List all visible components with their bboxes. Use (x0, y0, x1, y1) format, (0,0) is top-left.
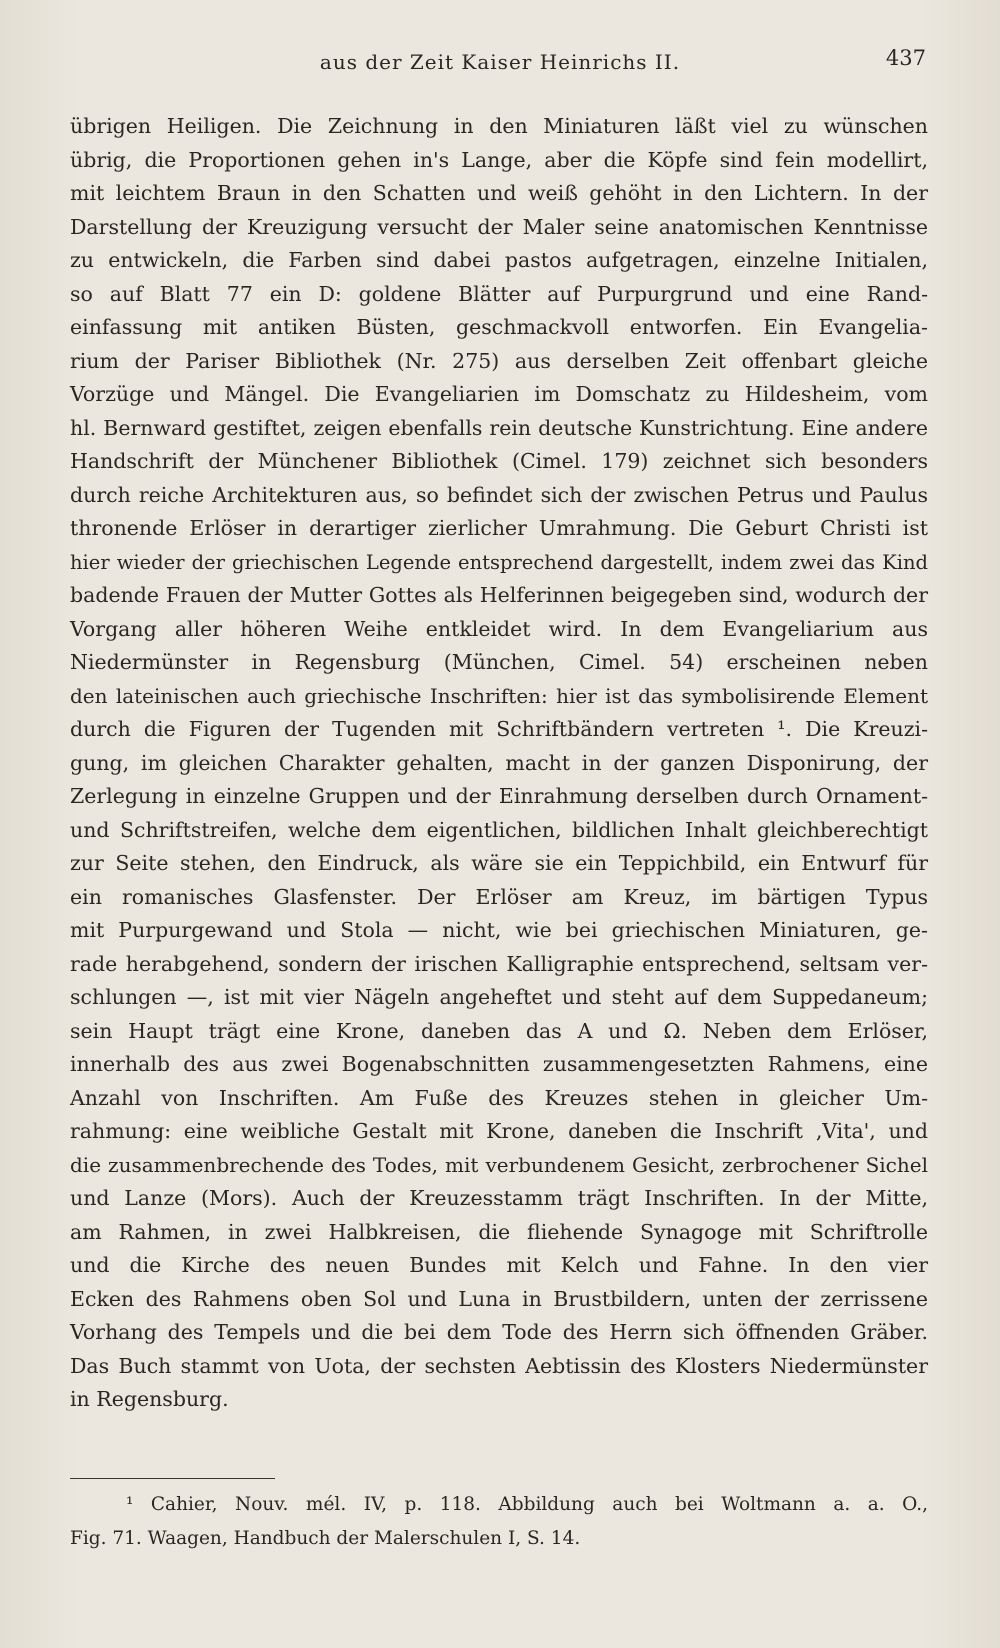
text-line: die zusammenbrechende des Todes, mit verbundenem Gesicht, zerbrochener Sichel (70, 1152, 928, 1177)
text-line: hl. Bernward gestiftet, zeigen ebenfalls rein deutsche Kunstrichtung. Eine andere (70, 415, 928, 440)
text-line: übrig, die Proportionen gehen in's Lange, aber die Köpfe sind fein modellirt, (70, 147, 928, 172)
footnotes (70, 1488, 928, 1556)
text-line: rahmung: eine weibliche Gestalt mit Krone, daneben die Inschrift ‚Vita', und (70, 1119, 928, 1143)
text-line: zu entwickeln, die Farben sind dabei pastos aufgetragen, einzelne Initialen, (70, 248, 928, 272)
running-title: aus der Zeit Kaiser Heinrichs II. (319, 50, 681, 74)
text-line: übrigen Heiligen. Die Zeichnung in den Miniaturen läßt viel zu wünschen (70, 114, 928, 138)
page-number: 437 (885, 46, 926, 70)
text-line: in Regensburg. (70, 1387, 229, 1411)
text-line: Ecken des Rahmens oben Sol und Luna in Brustbildern, unten der zerrissene (70, 1286, 928, 1311)
text-line: und Lanze (Mors). Auch der Kreuzesstamm trägt Inschriften. In der Mitte, (70, 1186, 928, 1210)
text-line: rium der Pariser Bibliothek (Nr. 275) aus derselben Zeit offenbart gleiche (70, 348, 928, 373)
text-line: einfassung mit antiken Büsten, geschmackvoll entworfen. Ein Evangelia- (70, 315, 928, 339)
text-line: durch reiche Architekturen aus, so befindet sich der zwischen Petrus und Paulus (70, 482, 928, 507)
text-line: Anzahl von Inschriften. Am Fuße des Kreuzes stehen in gleicher Um- (70, 1085, 928, 1110)
text-line: so auf Blatt 77 ein D: goldene Blätter auf Purpurgrund und eine Rand- (70, 281, 928, 306)
text-line: Handschrift der Münchener Bibliothek (Cimel. 179) zeichnet sich besonders (70, 449, 928, 473)
body-text (70, 110, 928, 1417)
text-line: mit Purpurgewand und Stola — nicht, wie bei griechischen Miniaturen, ge- (70, 918, 928, 942)
text-line: mit leichtem Braun in den Schatten und weiß gehöht in den Lichtern. In der (70, 181, 928, 205)
footnote-separator (70, 1478, 275, 1479)
text-line: sein Haupt trägt eine Krone, daneben das Α und Ω. Neben dem Erlöser, (70, 1018, 928, 1043)
text-line: hier wieder der griechischen Legende entsprechend dargestellt, indem zwei das Kind (70, 550, 928, 574)
text-line: schlungen —, ist mit vier Nägeln angeheftet und steht auf dem Suppedaneum; (70, 985, 928, 1009)
text-line: Vorzüge und Mängel. Die Evangeliarien im Domschatz zu Hildesheim, vom (70, 382, 928, 406)
text-line: am Rahmen, in zwei Halbkreisen, die fliehende Synagoge mit Schriftrolle (70, 1219, 928, 1244)
text-line: zur Seite stehen, den Eindruck, als wäre sie ein Teppichbild, ein Entwurf für (70, 851, 928, 875)
text-line: und die Kirche des neuen Bundes mit Kelch und Fahne. In den vier (70, 1253, 928, 1277)
text-line: badende Frauen der Mutter Gottes als Helferinnen beigegeben sind, wodurch der (70, 583, 928, 607)
footnote-line: Fig. 71. Waagen, Handbuch der Malerschulen I, S. 14. (70, 1528, 581, 1549)
text-line: Das Buch stammt von Uota, der sechsten Aebtissin des Klosters Niedermünster (70, 1353, 928, 1378)
text-line: Vorhang des Tempels und die bei dem Tode des Herrn sich öffnenden Gräber. (70, 1320, 928, 1344)
text-line: gung, im gleichen Charakter gehalten, macht in der ganzen Disponirung, der (70, 750, 928, 775)
text-line: Zerlegung in einzelne Gruppen und der Einrahmung derselben durch Ornament- (70, 784, 928, 808)
text-line: Vorgang aller höheren Weihe entkleidet wird. In dem Evangeliarium aus (70, 616, 928, 641)
footnote-line: ¹ Cahier, Nouv. mél. IV, p. 118. Abbildung auch bei Woltmann a. a. O., (126, 1494, 928, 1515)
text-line: durch die Figuren der Tugenden mit Schriftbändern vertreten ¹. Die Kreuzi- (70, 717, 928, 741)
text-line: Niedermünster in Regensburg (München, Cimel. 54) erscheinen neben (70, 650, 928, 674)
text-line: Darstellung der Kreuzigung versucht der Maler seine anatomischen Kenntnisse (70, 214, 928, 239)
running-head (70, 44, 930, 80)
text-line: innerhalb des aus zwei Bogenabschnitten zusammengesetzten Rahmens, eine (70, 1052, 928, 1076)
text-line: ein romanisches Glasfenster. Der Erlöser am Kreuz, im bärtigen Typus (70, 884, 928, 909)
text-line: rade herabgehend, sondern der irischen Kalligraphie entsprechend, seltsam ver- (70, 951, 928, 976)
text-line: den lateinischen auch griechische Inschriften: hier ist das symbolisirende Element (70, 683, 928, 708)
text-line: und Schriftstreifen, welche dem eigentlichen, bildlichen Inhalt gleichberechtigt (70, 817, 928, 842)
text-line: thronende Erlöser in derartiger zierlicher Umrahmung. Die Geburt Christi ist (70, 516, 928, 540)
